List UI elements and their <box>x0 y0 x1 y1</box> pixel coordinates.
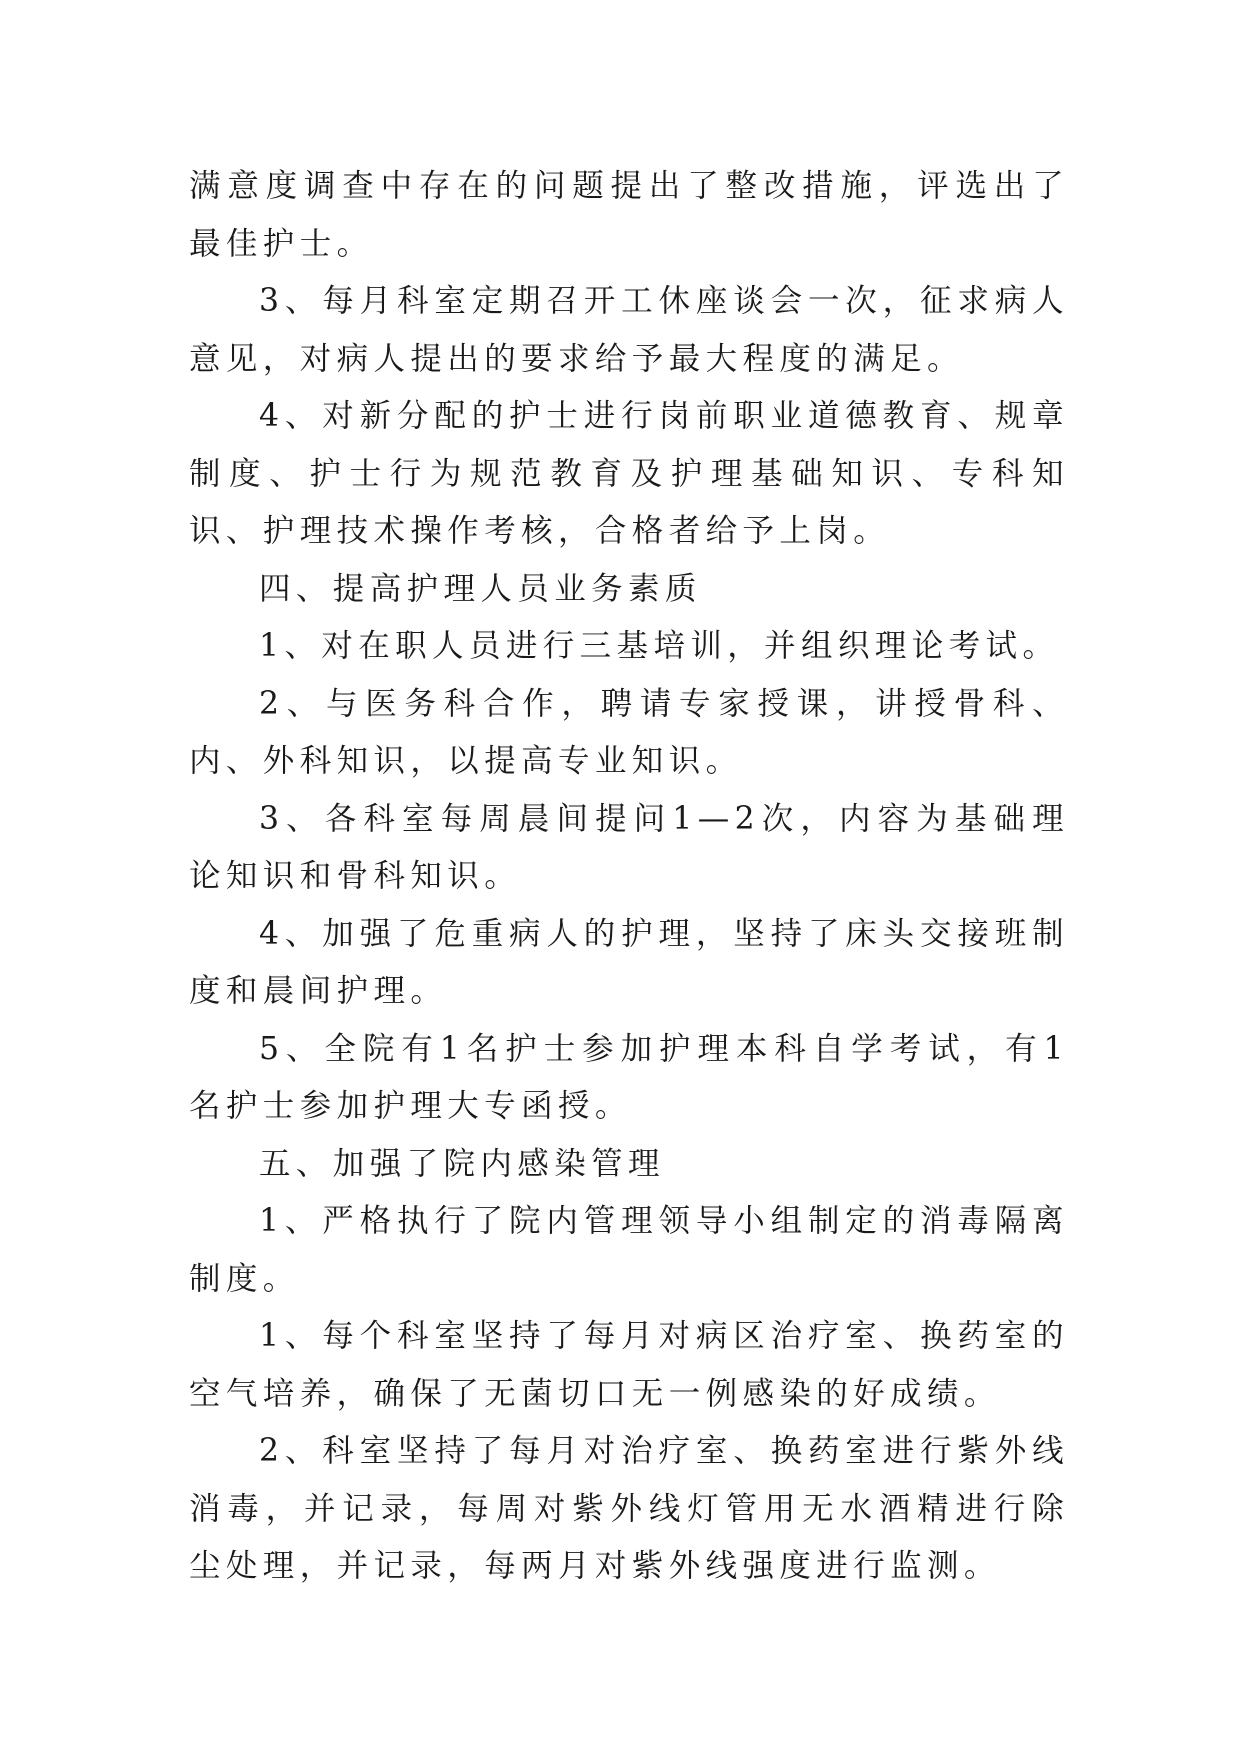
paragraph-item-5: 5、全院有1名护士参加护理本科自学考试，有1名护士参加护理大专函授。 <box>189 1030 1069 1124</box>
paragraph-item-4: 4、对新分配的护士进行岗前职业道德教育、规章制度、护士行为规范教育及护理基础知识、专科知识、护理技术操作考核，合格者给予上岗。 <box>189 398 1069 549</box>
paragraph-item-1: 1、对在职人员进行三基培训，并组织理论考试。 <box>259 628 1060 664</box>
paragraph-item-4b: 4、加强了危重病人的护理，坚持了床头交接班制度和晨间护理。 <box>189 915 1069 1009</box>
section-heading-4: 四、提高护理人员业务素质 <box>259 570 702 607</box>
paragraph-item-3b: 3、各科室每周晨间提问1—2次，内容为基础理论知识和骨科知识。 <box>189 800 1069 894</box>
paragraph-item-3: 3、每月科室定期召开工休座谈会一次，征求病人意见，对病人提出的要求给予最大程度的满足。 <box>189 283 1069 377</box>
paragraph-item-2b: 2、科室坚持了每月对治疗室、换药室进行紫外线消毒，并记录，每周对紫外线灯管用无水酒精进行除尘处理，并记录，每两月对紫外线强度进行监测。 <box>189 1433 1069 1584</box>
section-heading-5: 五、加强了院内感染管理 <box>259 1145 665 1182</box>
paragraph-item-1b: 1、严格执行了院内管理领导小组制定的消毒隔离制度。 <box>189 1203 1069 1297</box>
body-text <box>189 158 1069 1596</box>
paragraph-item-2: 2、与医务科合作，聘请专家授课，讲授骨科、内、外科知识，以提高专业知识。 <box>189 685 1069 779</box>
paragraph-continued: 满意度调查中存在的问题提出了整改措施，评选出了最佳护士。 <box>189 168 1069 262</box>
paragraph-item-1c: 1、每个科室坚持了每月对病区治疗室、换药室的空气培养，确保了无菌切口无一例感染的好成绩。 <box>189 1318 1069 1412</box>
